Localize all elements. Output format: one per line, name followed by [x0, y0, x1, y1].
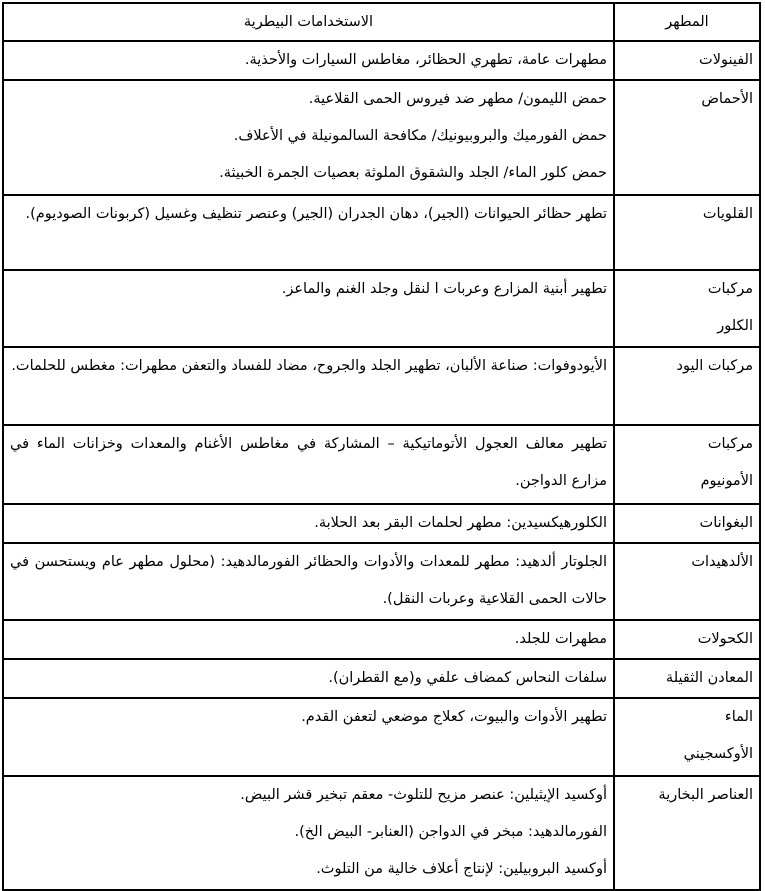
disinfectant-uses [3, 659, 614, 698]
disinfectant-name: الألدهيدات [614, 543, 760, 620]
disinfectant-name: الفينولات [614, 41, 760, 80]
disinfectant-uses [3, 698, 614, 776]
disinfectant-name-text: مركبات الكلور [707, 281, 753, 334]
disinfectant-name: الأحماض [614, 80, 760, 195]
disinfectant-uses [3, 195, 614, 270]
header-veterinary-uses: الاستخدامات البيطرية [3, 3, 614, 41]
disinfectant-uses [3, 776, 614, 890]
table-header-row [3, 3, 760, 41]
disinfectant-name: الكحولات [614, 620, 760, 659]
uses-line: حمض الليمون/ مطهر ضد فيروس الحمى القلاعية. [308, 91, 607, 107]
uses-text: تطهير معالف العجول الأتوماتيكية – المشاركة في مغاطس الأغنام والمعدات وخزانات الماء في مزارع الدواجن. [10, 436, 607, 489]
disinfectant-uses [3, 620, 614, 659]
uses-text: تطهر حظائر الحيوانات (الجير)، دهان الجدران (الجير) وعنصر تنظيف وغسيل (كربونات الصوديوم). [25, 206, 607, 222]
table-row [3, 659, 760, 698]
disinfectant-name-text: مركبات الأمونيوم [700, 436, 753, 489]
uses-line: مطهرات للجلد. [514, 631, 607, 647]
disinfectant-name [614, 698, 760, 776]
table-row [3, 347, 760, 425]
disinfectant-name [614, 425, 760, 504]
table-row [3, 776, 760, 890]
uses-line: الكلورهيكسيدين: مطهر لحلمات البقر بعد الحلابة. [314, 515, 607, 531]
disinfectant-name [614, 270, 760, 347]
uses-line: تطهير أبنية المزارع وعربات ا لنقل وجلد الغنم والماعز. [281, 281, 607, 297]
disinfectant-uses [3, 41, 614, 80]
table-row [3, 270, 760, 347]
disinfectant-uses [3, 543, 614, 620]
table-row [3, 698, 760, 776]
uses-line: سلفات النحاس كمضاف علفي و(مع القطران). [328, 670, 607, 686]
uses-text: الجلوتار ألدهيد: مطهر للمعدات والأدوات والحظائر الفورمالدهيد: (محلول مطهر عام ويستحسن في حالات الحمى القلاعية وعربات النقل). [10, 554, 607, 607]
header-disinfectant: المطهر [614, 3, 760, 41]
uses-line: حمض كلور الماء/ الجلد والشقوق الملوثة بعصيات الجمرة الخبيثة. [219, 165, 607, 181]
disinfectant-name: العناصر البخارية [614, 776, 760, 890]
disinfectant-uses [3, 347, 614, 425]
disinfectant-name: القلويات [614, 195, 760, 270]
table-row [3, 195, 760, 270]
disinfectant-name: المعادن الثقيلة [614, 659, 760, 698]
disinfectant-uses [3, 80, 614, 195]
table-row [3, 41, 760, 80]
uses-line: أوكسيد الإيثيلين: عنصر مزيح للتلوث- معقم تبخير قشر البيض. [240, 787, 607, 803]
uses-line: الفورمالدهيد: مبخر في الدواجن (العنابر- البيض الخ). [294, 824, 607, 840]
disinfectant-uses [3, 504, 614, 543]
uses-line: تطهير الأدوات والبيوت، كعلاج موضعي لتعفن القدم. [301, 709, 607, 725]
table-row [3, 80, 760, 195]
disinfectant-name: مركبات اليود [614, 347, 760, 425]
table-row [3, 543, 760, 620]
table-row [3, 504, 760, 543]
uses-line: مطهرات عامة، تطهري الحظائر، مغاطس السيارات والأحذية. [244, 52, 607, 68]
disinfectants-table [2, 2, 761, 891]
uses-line: حمض الفورميك والبروبيونيك/ مكافحة السالمونيلة في الأعلاف. [233, 128, 607, 144]
table-row [3, 425, 760, 504]
table-row [3, 620, 760, 659]
uses-line: أوكسيد البروبيلين: لإنتاج أعلاف خالية من التلوث. [316, 861, 607, 877]
disinfectant-name: البغوانات [614, 504, 760, 543]
disinfectant-uses [3, 270, 614, 347]
disinfectant-name-text: الماء الأوكسجيني [683, 709, 753, 762]
uses-text: الأيودوفوات: صناعة الألبان، تطهير الجلد والجروح، مضاد للفساد والتعفن مطهرات: مغطس للحلمات. [11, 358, 607, 374]
disinfectant-uses [3, 425, 614, 504]
